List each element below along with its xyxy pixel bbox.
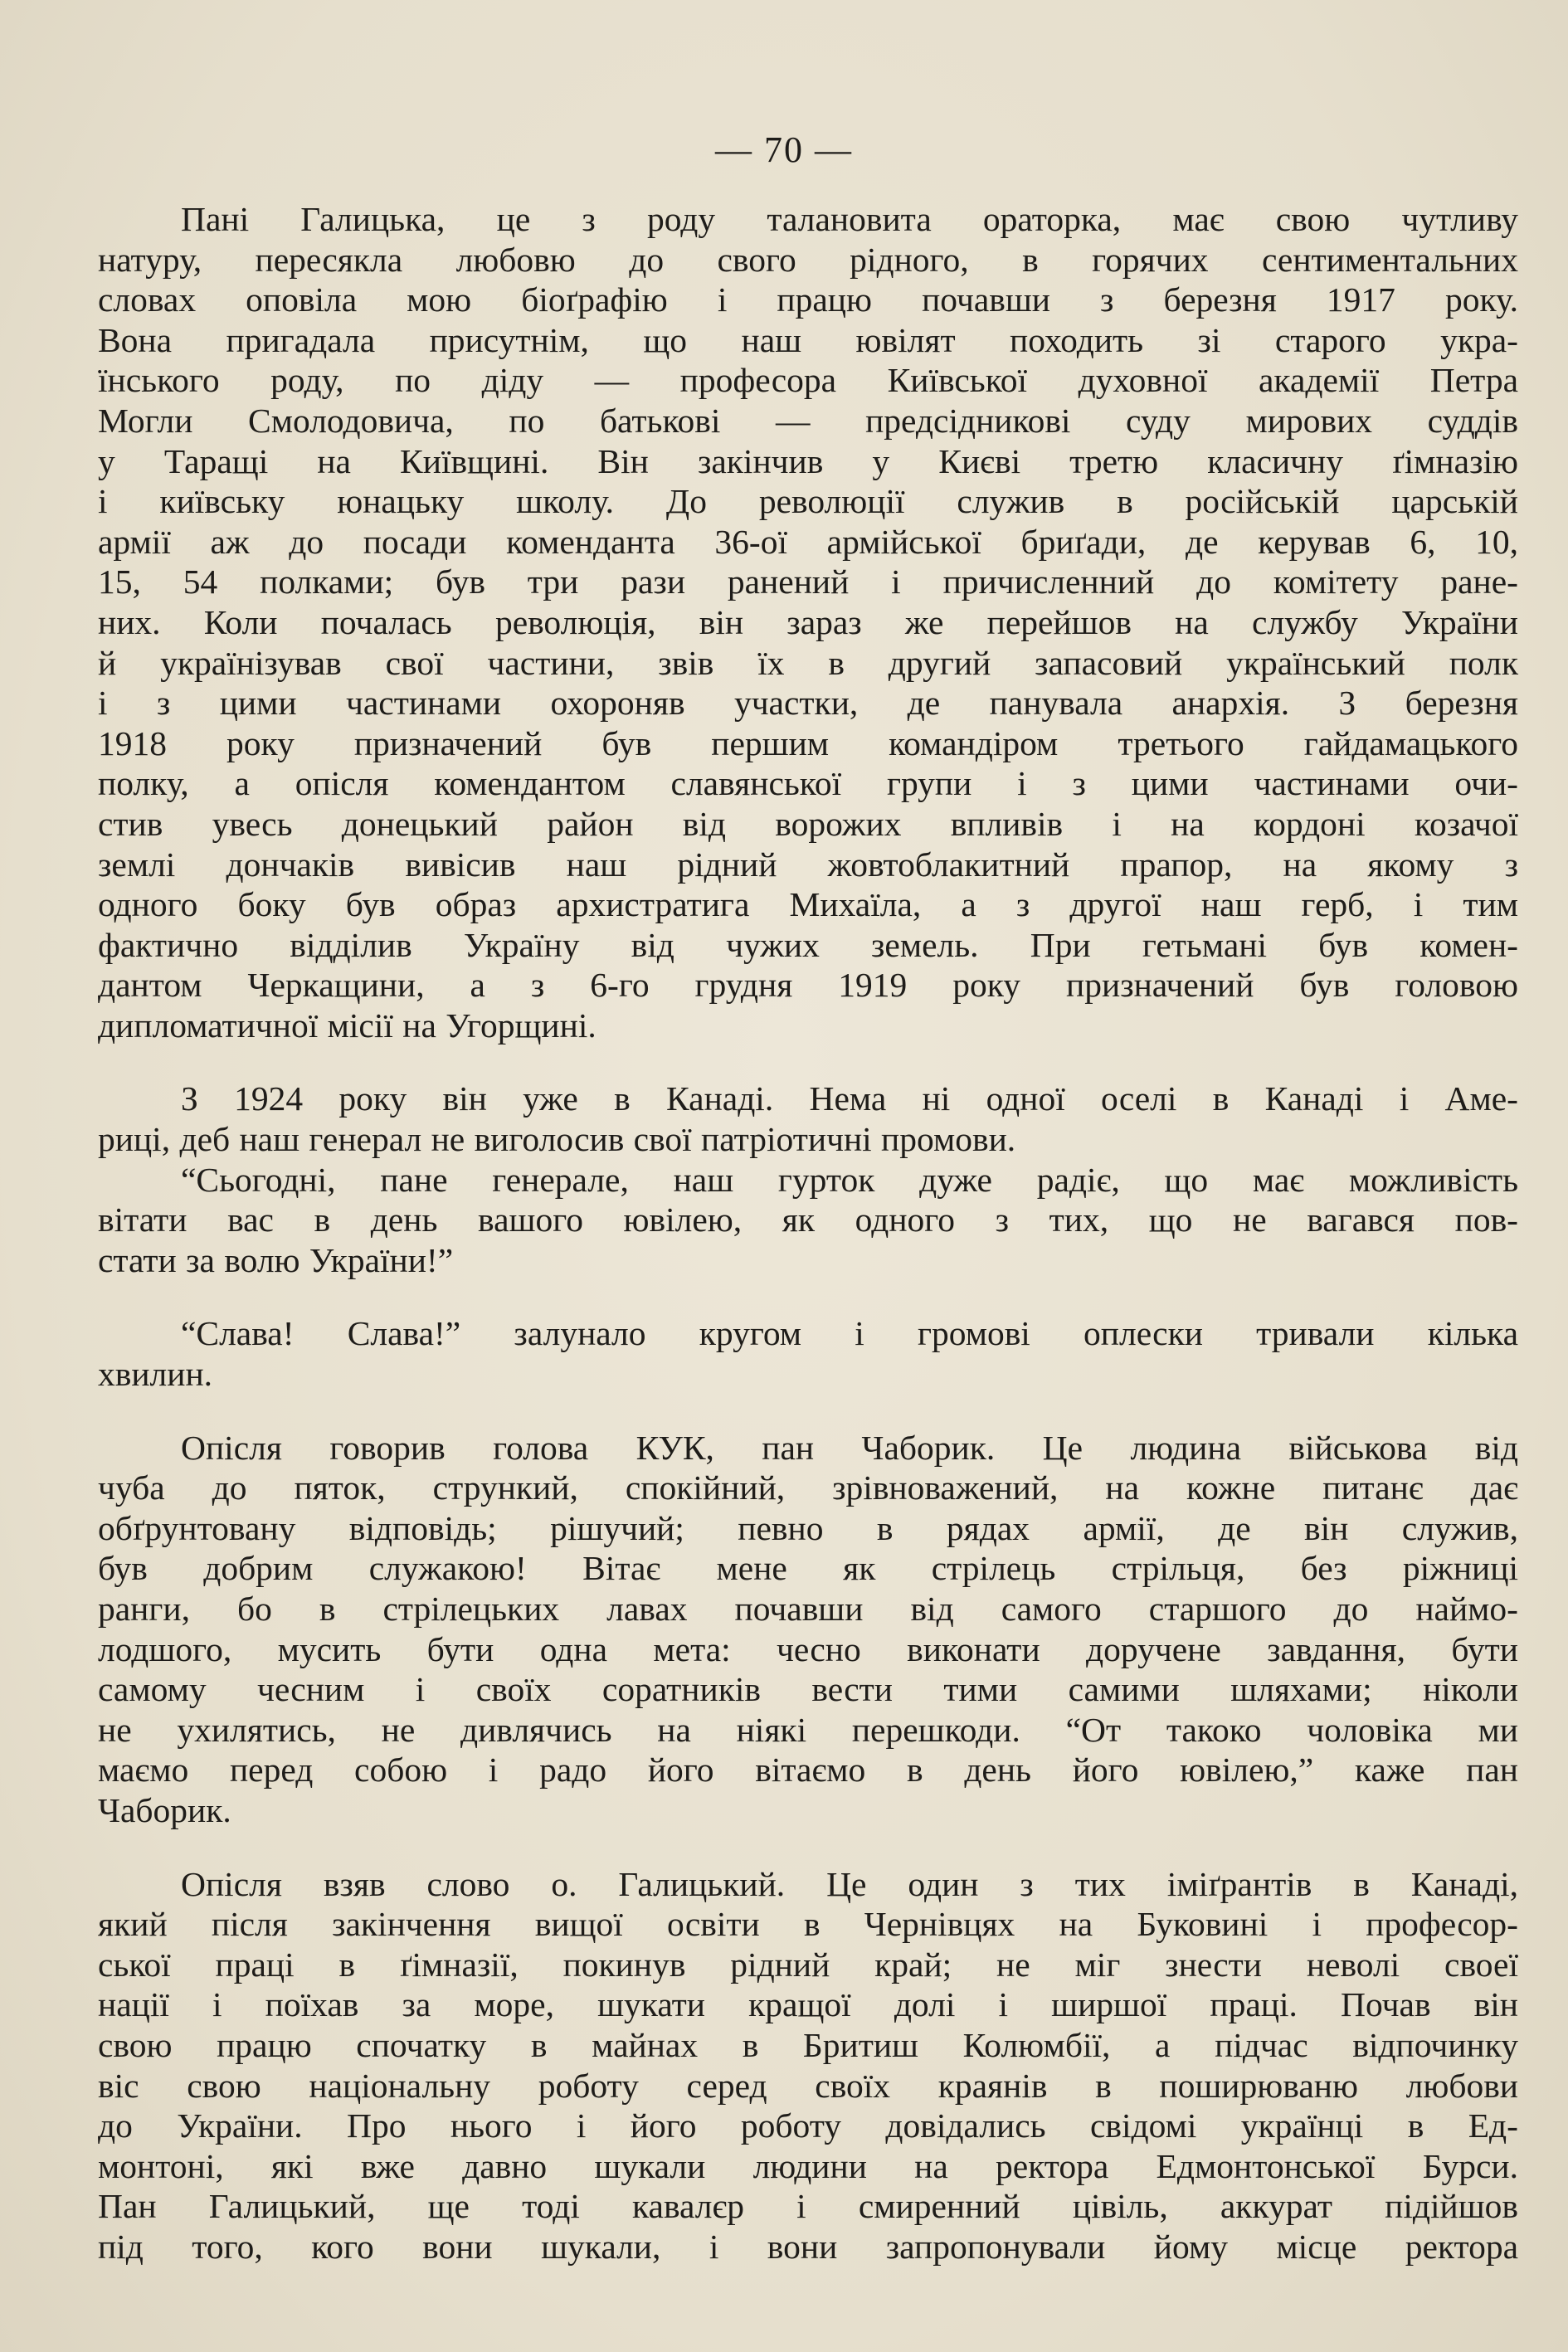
text-line: лодшого, мусить бути одна мета: чесно виконати доручене завдання, бути	[98, 1629, 1518, 1668]
text-line: свою працю спочатку в майнах в Бритиш Колюмбії, а підчас відпочинку	[98, 2025, 1518, 2064]
text-line: був добрим служакою! Вітає мене як стрілець стрільця, без ріжниці	[98, 1549, 1518, 1588]
text-line: їнського роду, по діду — професора Київської духовної академії Петра	[98, 361, 1518, 400]
paragraph-4	[98, 1313, 1518, 1394]
text-line: Могли Смолодовича, по батькові — предсідникові суду мирових суддів	[98, 401, 1518, 440]
text-line: 1918 року призначений був першим командіром третього гайдамацького	[98, 723, 1518, 762]
text-line: віс свою національну роботу серед своїх краянів в поширюваню любови	[98, 2066, 1518, 2105]
text-line: Чаборик.	[98, 1790, 231, 1829]
text-line: стати за волю України!”	[98, 1240, 454, 1279]
paragraph-6	[98, 1864, 1518, 2267]
paragraph-gap	[98, 1045, 1518, 1079]
text-line: З 1924 року він уже в Канаді. Нема ні одної оселі в Канаді і Аме-	[181, 1079, 1518, 1118]
text-line: обґрунтовану відповідь; рішучий; певно в рядах армії, де він служив,	[98, 1508, 1518, 1547]
text-line: армії аж до посади коменданта 36-ої армійської бриґади, де керував 6, 10,	[98, 522, 1518, 561]
text-line: ської праці в ґімназії, покинув рідний край; не міг знести неволі своеї	[98, 1945, 1518, 1984]
text-line: вітати вас в день вашого ювілею, як одного з тих, що не вагався пов-	[98, 1200, 1518, 1239]
text-line: “Сьогодні, пане генерале, наш гурток дуже радіє, що має можливість	[181, 1160, 1518, 1199]
text-line: одного боку був образ архистратига Михаїла, а з другої наш герб, і тим	[98, 885, 1518, 924]
paragraph-2	[98, 1079, 1518, 1159]
text-line: який після закінчення вищої освіти в Чернівцях на Буковині і професор-	[98, 1905, 1518, 1944]
text-line: самому чесним і своїх соратників вести тими самими шляхами; ніколи	[98, 1670, 1518, 1709]
text-line: Вона пригадала присутнім, що наш ювілят походить зі старого укра-	[98, 320, 1518, 359]
text-line: не ухилятись, не дивлячись на ніякі перешкоди. “От такоко чоловіка ми	[98, 1710, 1518, 1749]
body-text	[98, 199, 1518, 2267]
text-line: стив увесь донецький район від ворожих впливів і на кордоні козачої	[98, 804, 1518, 843]
paragraph-gap	[98, 1831, 1518, 1864]
text-line: Пан Галицький, ще тоді кавалєр і смиренний цівіль, аккурат підійшов	[98, 2187, 1518, 2226]
text-line: ранги, бо в стрілецьких лавах почавши від самого старшого до наймо-	[98, 1590, 1518, 1628]
text-line: хвилин.	[98, 1355, 213, 1394]
text-line: словах оповіла мою біоґрафію і працю почавши з березня 1917 року.	[98, 280, 1518, 319]
text-line: землі дончаків вивісив наш рідний жовтоблакитний прапор, на якому з	[98, 845, 1518, 884]
text-line: “Слава! Слава!” залунало кругом і громові оплески тривали кілька	[181, 1314, 1518, 1353]
text-line: фактично відділив Україну від чужих земель. При гетьмані був комен-	[98, 925, 1518, 964]
paragraph-1	[98, 199, 1518, 1045]
text-line: монтоні, які вже давно шукали людини на ректора Едмонтонської Бурси.	[98, 2146, 1518, 2185]
text-line: дантом Черкащини, а з 6-го грудня 1919 року призначений був головою	[98, 966, 1518, 1005]
page-number: — 70 —	[715, 129, 853, 170]
text-line: до України. Про нього і його роботу довідались свідомі українці в Ед-	[98, 2106, 1518, 2145]
text-line: дипломатичної місії на Угорщині.	[98, 1006, 597, 1045]
text-line: чуба до пяток, стрункий, спокійний, зрівноважений, на кожне питанє дає	[98, 1468, 1518, 1507]
text-line: у Таращі на Київщині. Він закінчив у Києві третю класичну ґімназію	[98, 441, 1518, 480]
text-line: Пані Галицька, це з роду талановита ораторка, має свою чутливу	[181, 200, 1518, 238]
text-line: риці, деб наш генерал не виголосив свої патріотичні промови.	[98, 1120, 1016, 1159]
text-line: 15, 54 полками; був три рази ранений і причисленний до комітету ране-	[98, 562, 1518, 601]
paragraph-gap	[98, 1280, 1518, 1313]
paragraph-5	[98, 1428, 1518, 1831]
text-line: маємо перед собою і радо його вітаємо в день його ювілею,” каже пан	[98, 1751, 1518, 1790]
text-line: й українізував свої частини, звів їх в другий запасовий український полк	[98, 643, 1518, 682]
text-line: і київську юнацьку школу. До революції служив в російській царській	[98, 482, 1518, 521]
text-line: полку, а опісля комендантом славянської групи і з цими частинами очи-	[98, 764, 1518, 803]
text-line: Опісля взяв слово о. Галицький. Це один з тих іміґрантів в Канаді,	[181, 1864, 1518, 1903]
text-line: Опісля говорив голова КУК, пан Чаборик. Це людина військова від	[181, 1428, 1518, 1467]
text-line: під того, кого вони шукали, і вони запропонували йому місце ректора	[98, 2227, 1518, 2266]
paragraph-gap	[98, 1395, 1518, 1428]
text-line: нації і поїхав за море, шукати кращої долі і ширшої праці. Почав він	[98, 1985, 1518, 2024]
paragraph-3-quote	[98, 1160, 1518, 1281]
text-line: них. Коли почалась революція, він зараз же перейшов на службу України	[98, 602, 1518, 641]
text-line: натуру, пересякла любовю до свого рідного, в горячих сентиментальних	[98, 240, 1518, 279]
text-line: і з цими частинами охороняв участки, де панувала анархія. З березня	[98, 684, 1518, 723]
